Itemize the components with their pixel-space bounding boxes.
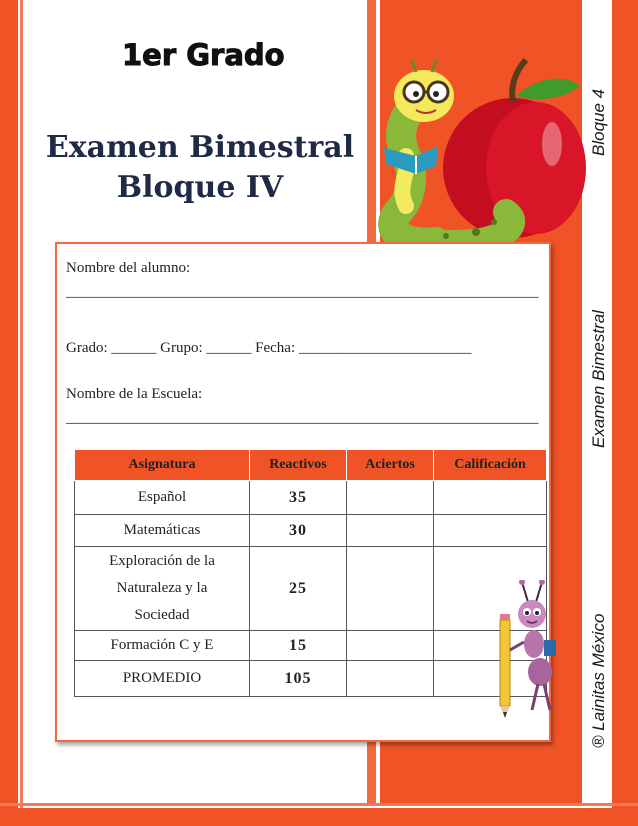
table-row: [75, 547, 547, 631]
side-label-block: Bloque 4: [589, 88, 608, 156]
ant-with-pencil-illustration: [492, 580, 564, 720]
grade-cell[interactable]: [434, 515, 547, 547]
subject-cell: Español: [75, 481, 250, 515]
grade-title: 1er Grado: [122, 38, 285, 72]
header-subject: Asignatura: [75, 450, 250, 481]
subject-line: Naturaleza y la: [116, 580, 208, 596]
table-header-row: [75, 450, 547, 481]
side-label-brand: ® Lainitas México: [589, 613, 608, 748]
grade-group-date-fields[interactable]: Grado: ______ Grupo: ______ Fecha: _______________________: [66, 340, 472, 356]
student-name-line[interactable]: _______________________________________________________________: [66, 284, 539, 300]
items-cell: 105: [250, 661, 347, 697]
header-items: Reactivos: [250, 450, 347, 481]
grades-table: [74, 449, 547, 697]
table-row: [75, 631, 547, 661]
items-cell: 15: [250, 631, 347, 661]
school-name-line[interactable]: _______________________________________________________________: [66, 410, 539, 426]
subject-cell: Matemáticas: [75, 515, 250, 547]
exam-title: Examen Bimestral: [45, 130, 355, 165]
exam-title-block: [40, 128, 360, 208]
subject-cell: Formación C y E: [75, 631, 250, 661]
table-row: [75, 661, 547, 697]
grade-cell[interactable]: [434, 481, 547, 515]
correct-cell[interactable]: [347, 547, 434, 631]
subject-cell: PROMEDIO: [75, 661, 250, 697]
right-orange-border: [612, 0, 638, 826]
left-border-line: [20, 0, 23, 826]
subject-line: Exploración de la: [109, 553, 215, 569]
items-cell: 35: [250, 481, 347, 515]
table-row: [75, 481, 547, 515]
school-name-label: Nombre de la Escuela:: [66, 386, 203, 402]
left-orange-border: [0, 0, 18, 826]
student-name-label: Nombre del alumno:: [66, 260, 191, 276]
items-cell: 25: [250, 547, 347, 631]
items-cell: 30: [250, 515, 347, 547]
bookworm-apple-illustration: [376, 56, 591, 252]
correct-cell[interactable]: [347, 515, 434, 547]
correct-cell[interactable]: [347, 481, 434, 515]
header-grade: Calificación: [434, 450, 547, 481]
table-row: [75, 515, 547, 547]
subject-cell: [75, 547, 250, 631]
header-correct: Aciertos: [347, 450, 434, 481]
bottom-border-line: [0, 803, 638, 806]
side-label-exam: Examen Bimestral: [589, 310, 608, 448]
block-title: Bloque IV: [116, 170, 284, 205]
correct-cell[interactable]: [347, 661, 434, 697]
subject-line: Sociedad: [134, 607, 190, 623]
correct-cell[interactable]: [347, 631, 434, 661]
bottom-orange-border: [0, 808, 638, 826]
